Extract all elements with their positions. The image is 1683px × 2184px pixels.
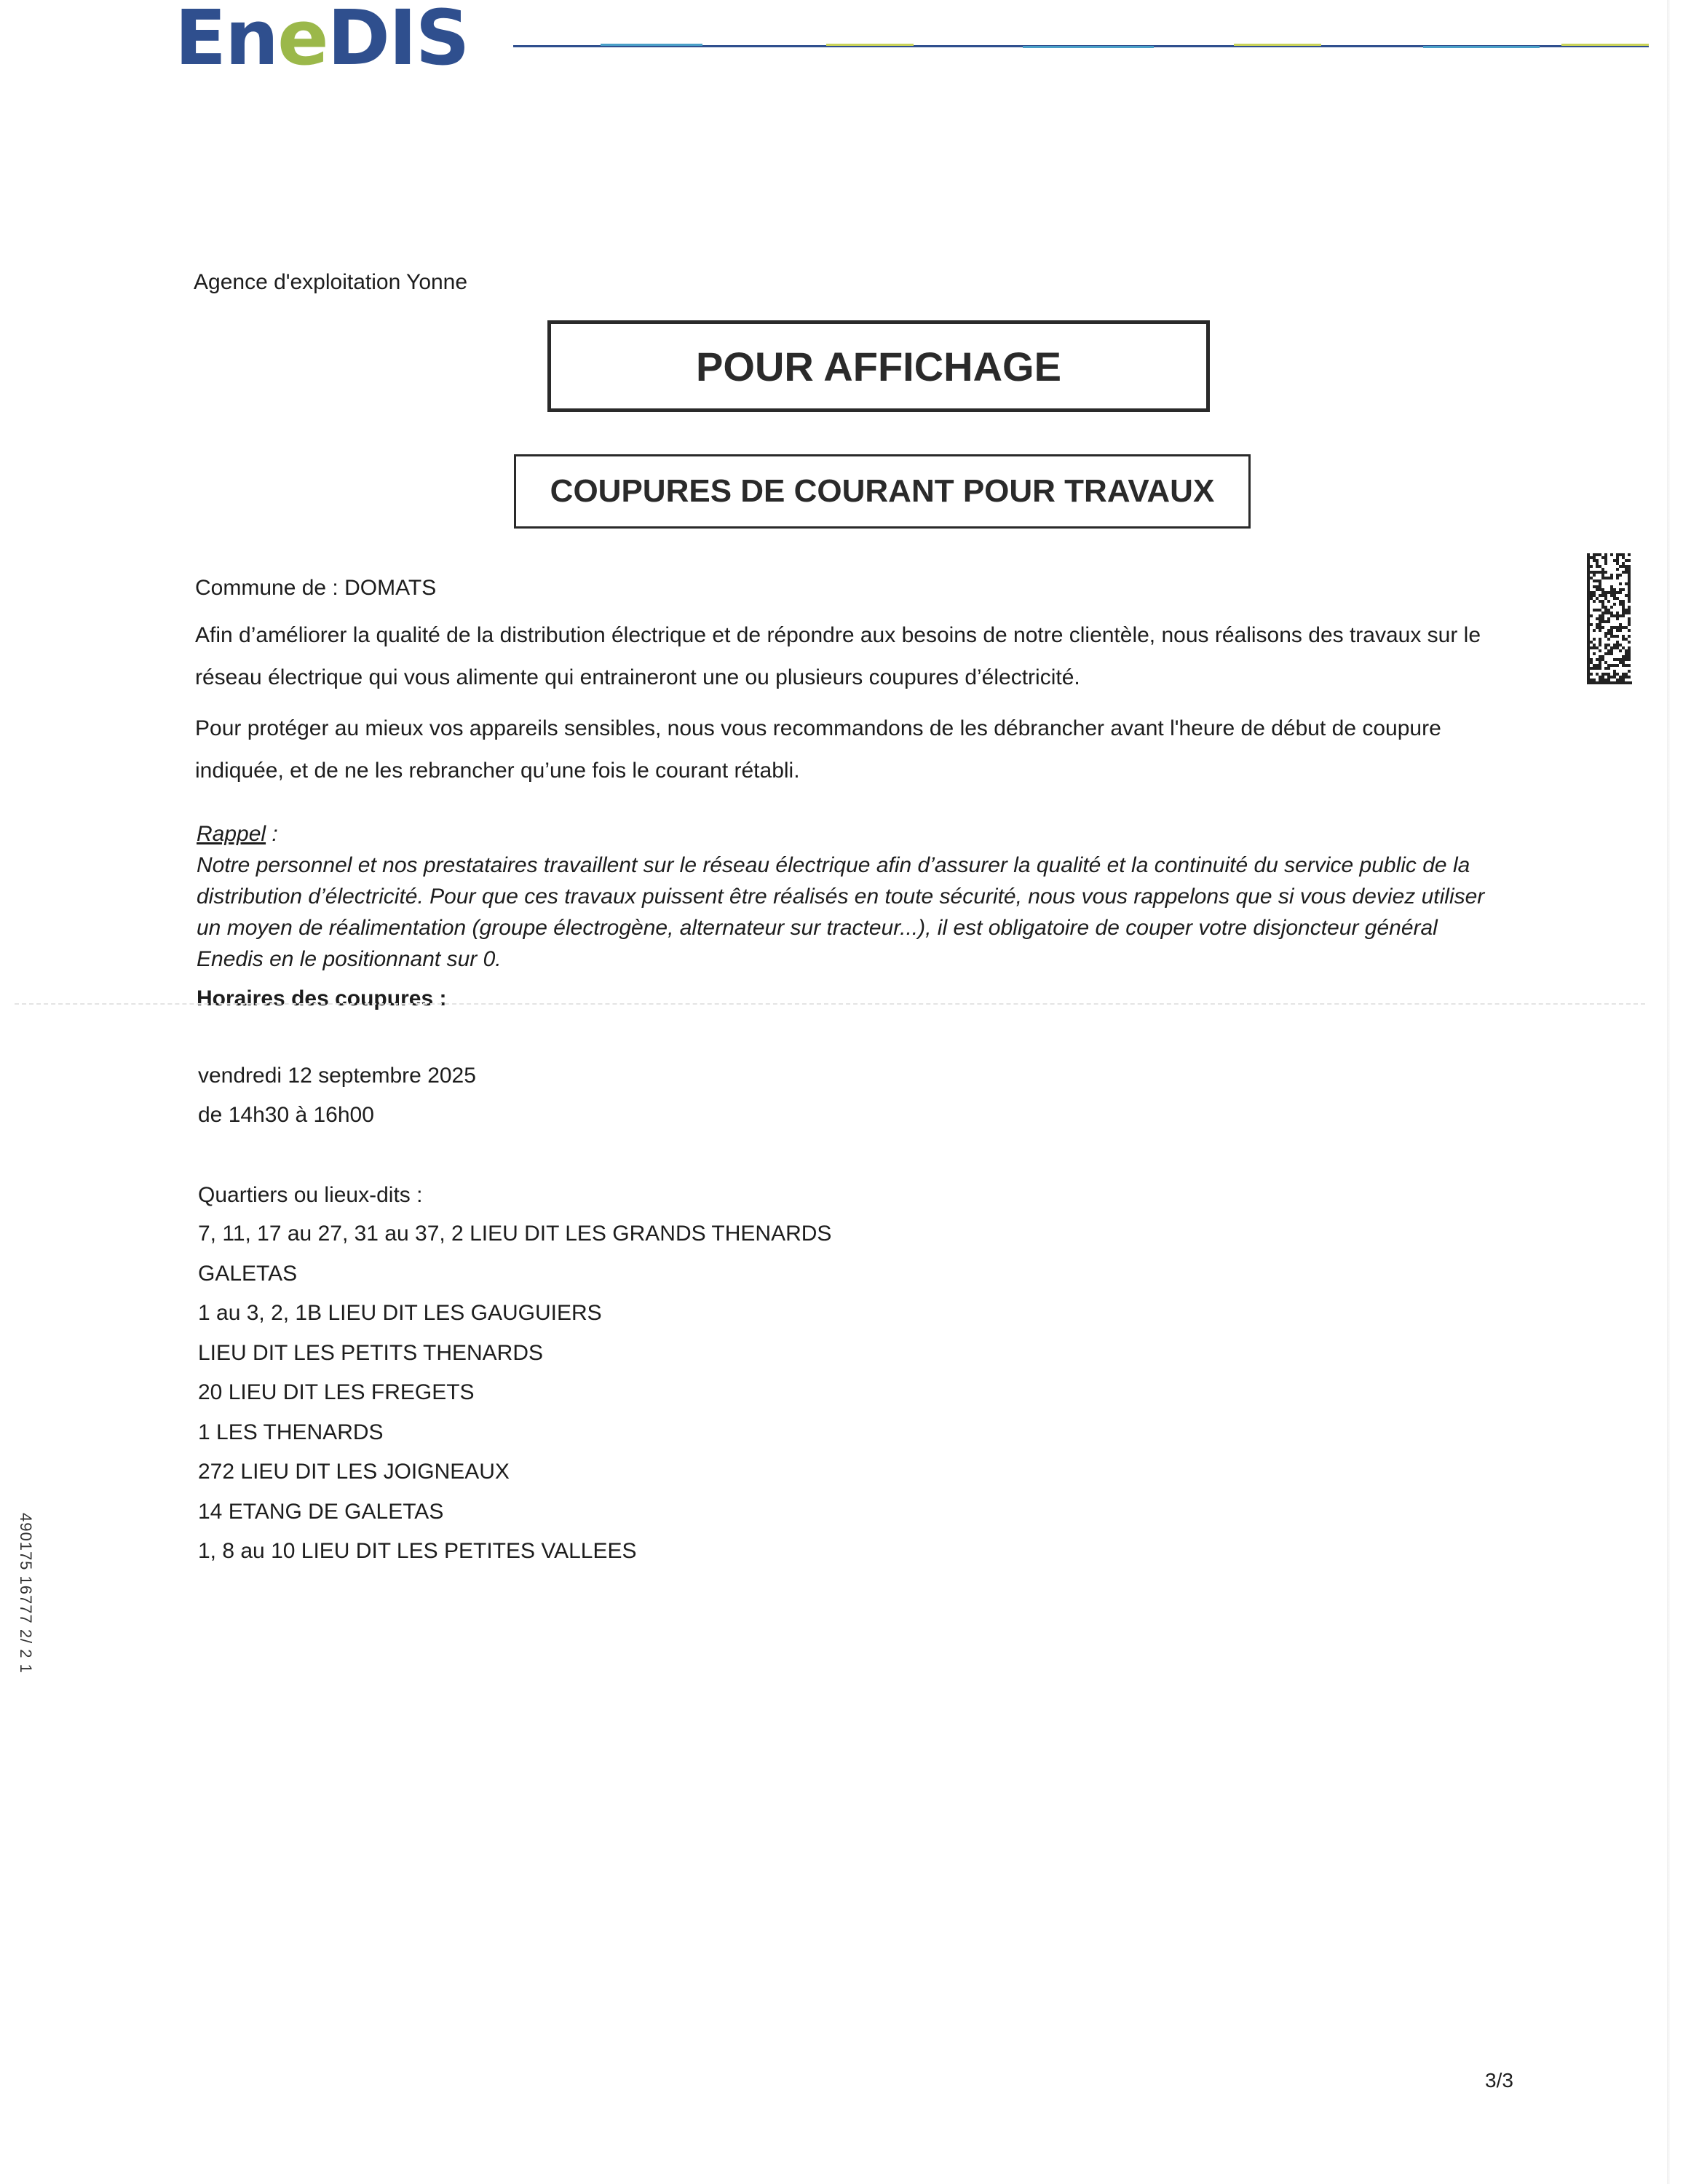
schedule-heading: Horaires des coupures : (197, 986, 447, 1010)
fold-line (15, 1003, 1645, 1005)
list-item: GALETAS (198, 1261, 298, 1286)
reminder-label: Rappel (197, 822, 266, 846)
header-divider-line (513, 40, 1649, 52)
advice-paragraph: Pour protéger au mieux vos appareils sensibles, nous vous recommandons de les débrancher avant l'heure de début de coupure indiquée, et de ne les rebrancher qu’une fois le courant rétabli. (195, 716, 1441, 783)
list-item: 1, 8 au 10 LIEU DIT LES PETITES VALLEES (198, 1539, 637, 1563)
intro-paragraph: Afin d’améliorer la qualité de la distribution électrique et de répondre aux besoins de notre clientèle, nous réalisons des travaux sur le réseau électrique qui vous alimente qui entraineront une ou plusieurs coupures d’électricité. (195, 623, 1481, 689)
list-item: 7, 11, 17 au 27, 31 au 37, 2 LIEU DIT LES GRANDS THENARDS (198, 1222, 832, 1246)
svg-text:EneDIS: EneDIS (175, 0, 469, 73)
outage-time: de 14h30 à 16h00 (198, 1103, 374, 1127)
reminder-text: Notre personnel et nos prestataires travaillent sur le réseau électrique afin d’assurer la qualité et la continuité du service public de la distribution d’électricité. Pour que ces travaux puissent être réalisés en toute sécurité, nous vous rappelons que si vous deviez utiliser un moyen de réalimentation (groupe électrogène, alternateur sur tracteur...), il est obligatoire de couper votre disjoncteur général Enedis en le positionnant sur 0. (197, 853, 1485, 971)
areas-list (198, 1214, 831, 1572)
notice-subtitle-box (514, 454, 1251, 529)
list-item: LIEU DIT LES PETITS THENARDS (198, 1340, 544, 1365)
reminder-colon: : (266, 822, 278, 846)
page-edge-shadow (1667, 0, 1670, 2184)
reminder-block (197, 818, 1507, 975)
side-reference-code: 490175 16777 2/ 2 1 (17, 1513, 35, 1674)
list-item: 20 LIEU DIT LES FREGETS (198, 1380, 475, 1404)
page-number: 3/3 (1485, 2069, 1513, 2092)
outage-date: vendredi 12 septembre 2025 (198, 1064, 476, 1088)
notice-subtitle: COUPURES DE COURANT POUR TRAVAUX (550, 473, 1215, 509)
agency-name: Agence d'exploitation Yonne (194, 270, 468, 294)
reminder-heading (197, 818, 1507, 850)
list-item: 1 au 3, 2, 1B LIEU DIT LES GAUGUIERS (198, 1301, 602, 1325)
datamatrix-code-icon (1587, 553, 1632, 684)
enedis-logo (175, 0, 495, 73)
list-item: 1 LES THENARDS (198, 1420, 384, 1444)
poster-title: POUR AFFICHAGE (696, 343, 1061, 389)
list-item: 14 ETANG DE GALETAS (198, 1499, 444, 1524)
areas-heading: Quartiers ou lieux-dits : (198, 1183, 423, 1207)
poster-title-box (547, 320, 1210, 412)
list-item: 272 LIEU DIT LES JOIGNEAUX (198, 1460, 510, 1484)
commune-line: Commune de : DOMATS (195, 576, 437, 600)
